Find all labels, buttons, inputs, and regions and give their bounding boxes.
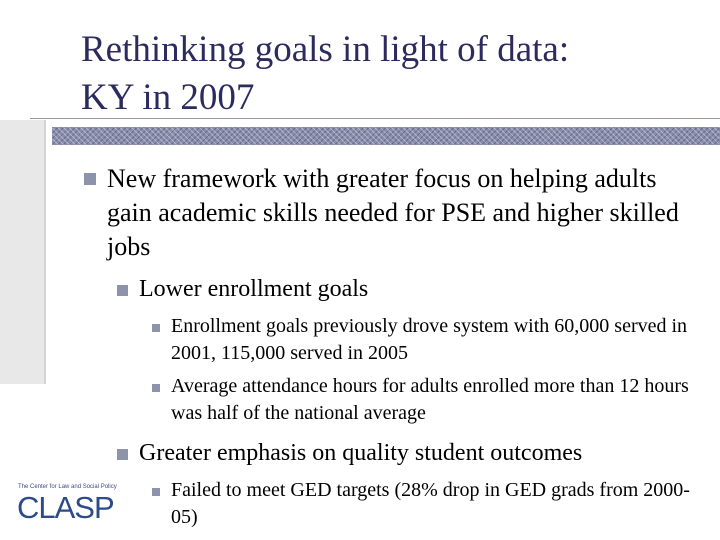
bullet-level2-text: Lower enrollment goals (139, 276, 369, 302)
clasp-logo: CLASP (17, 490, 114, 525)
bullet-level1-text: New framework with greater focus on helping adults gain academic skills needed for PSE and higher skilled jobs (107, 164, 679, 261)
left-decor-bar (0, 120, 46, 384)
title-line-2: KY in 2007 (81, 77, 255, 118)
bullet-square-icon (84, 173, 96, 185)
title-line-1: Rethinking goals in light of data: (81, 29, 570, 70)
title-divider (30, 118, 720, 119)
bullet-square-icon (117, 449, 128, 460)
bullet-level3-text: Failed to meet GED targets (28% drop in GED grads from 2000-05) (171, 479, 690, 528)
slide-title (81, 26, 681, 122)
bullet-level2-text: Greater emphasis on quality student outcomes (139, 440, 583, 466)
bullet-square-icon (117, 285, 128, 296)
bullet-square-icon (152, 488, 160, 496)
bullet-square-icon (152, 324, 160, 332)
left-decor-bar-edge (44, 120, 46, 384)
logo-tagline: The Center for Law and Social Policy (18, 484, 117, 490)
bullet-level3-text: Enrollment goals previously drove system with 60,000 served in 2001, 115,000 served in 2005 (171, 315, 688, 364)
bullet-square-icon (152, 384, 160, 392)
bullet-level3-text: Average attendance hours for adults enrolled more than 12 hours was half of the national average (171, 375, 689, 424)
hatched-band (52, 127, 720, 145)
